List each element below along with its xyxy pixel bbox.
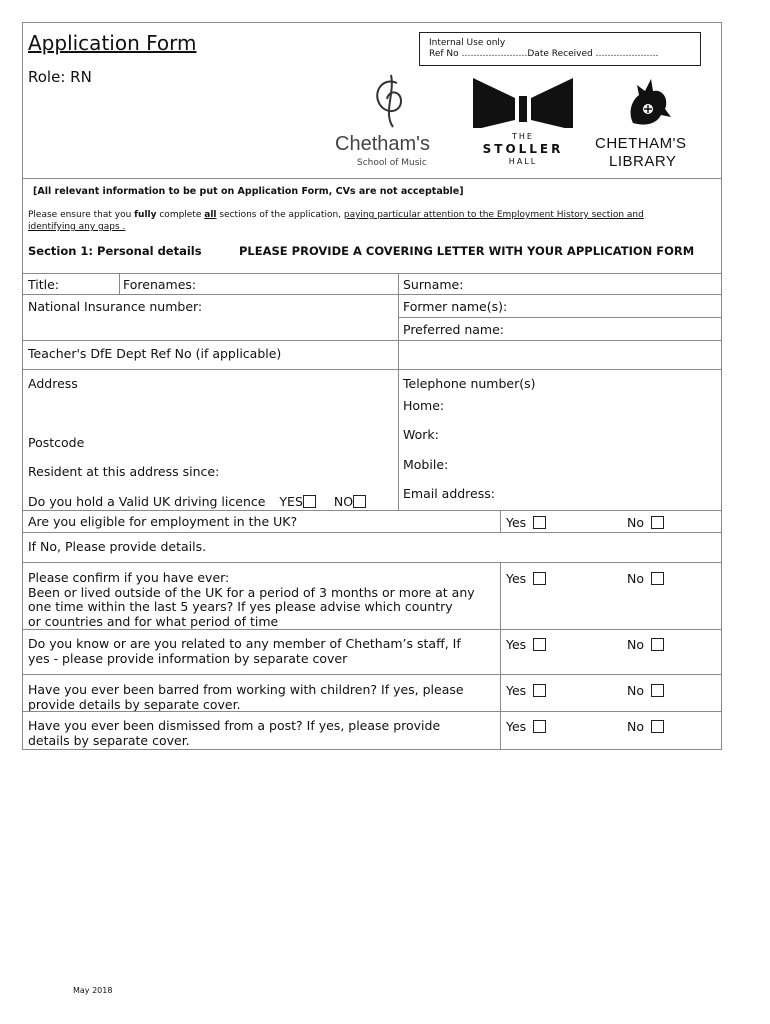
dismissed-line-1: Have you ever been dismissed from a post? If yes, please provide — [28, 718, 441, 733]
eligibility-question: Are you eligible for employment in the UK? — [28, 514, 298, 529]
telephone-label: Telephone number(s) — [403, 376, 536, 391]
national-insurance-field[interactable]: National Insurance number: — [28, 299, 203, 314]
barred-line-1: Have you ever been barred from working with children? If yes, please — [28, 682, 464, 697]
footer-date: May 2018 — [73, 986, 113, 995]
dismissed-row — [23, 711, 721, 749]
outside-uk-yes[interactable] — [506, 571, 546, 586]
treble-clef-icon — [335, 73, 455, 133]
cv-note: [All relevant information to be put on Application Form, CVs are not acceptable] — [33, 186, 464, 197]
work-phone-field[interactable]: Work: — [403, 427, 439, 442]
yes-label: Yes — [506, 515, 527, 530]
email-field[interactable]: Email address: — [403, 486, 495, 501]
no-label: No — [627, 637, 644, 652]
divider — [500, 630, 501, 674]
driving-no-checkbox[interactable] — [353, 495, 366, 508]
yes-label: Yes — [506, 683, 527, 698]
related-staff-no[interactable] — [627, 637, 664, 652]
yes-checkbox[interactable] — [533, 638, 546, 651]
driving-yes-label: YES — [279, 494, 303, 509]
eligibility-yes[interactable] — [506, 515, 546, 530]
dismissed-line-2: details by separate cover. — [28, 732, 190, 748]
if-no-row — [23, 532, 721, 562]
ensure-underlined-2: identifying any gaps . — [28, 222, 126, 232]
library-word-2: LIBRARY — [609, 153, 677, 170]
mobile-phone-field[interactable]: Mobile: — [403, 457, 449, 472]
resident-since-field[interactable]: Resident at this address since: — [28, 464, 220, 479]
former-names-field[interactable]: Former name(s): — [403, 299, 508, 314]
no-label: No — [627, 719, 644, 734]
no-label: No — [627, 515, 644, 530]
stoller-hall-logo — [473, 78, 573, 173]
no-label: No — [627, 683, 644, 698]
griffin-icon — [593, 73, 703, 133]
divider — [500, 675, 501, 711]
ensure-text-3: sections of the application, — [216, 210, 344, 220]
barred-no[interactable] — [627, 683, 664, 698]
ensure-text-2: complete — [156, 210, 205, 220]
preferred-name-field[interactable]: Preferred name: — [403, 322, 505, 337]
yes-label: Yes — [506, 637, 527, 652]
eligibility-row — [23, 510, 721, 532]
yes-checkbox[interactable] — [533, 572, 546, 585]
internal-use-label: Internal Use only — [429, 38, 506, 48]
outside-uk-no[interactable] — [627, 571, 664, 586]
driving-licence-label: Do you hold a Valid UK driving licence — [28, 494, 266, 509]
barred-yes[interactable] — [506, 683, 546, 698]
title-field[interactable]: Title: — [28, 277, 59, 292]
outside-uk-row — [23, 562, 721, 629]
dismissed-no[interactable] — [627, 719, 664, 734]
section-1-heading: Section 1: Personal details — [28, 244, 202, 258]
no-checkbox[interactable] — [651, 720, 664, 733]
instructions-block — [23, 178, 721, 273]
chethams-library-logo — [593, 73, 703, 173]
no-checkbox[interactable] — [651, 638, 664, 651]
chethams-school-logo — [335, 73, 455, 173]
dfe-row — [23, 340, 721, 369]
outside-uk-line-3: one time within the last 5 years? If yes please advise which country — [28, 599, 453, 614]
eligibility-no[interactable] — [627, 515, 664, 530]
no-checkbox[interactable] — [651, 572, 664, 585]
ensure-all: all — [204, 210, 217, 220]
yes-checkbox[interactable] — [533, 720, 546, 733]
divider — [500, 712, 501, 749]
driving-no-label: NO — [333, 494, 354, 509]
postcode-field[interactable]: Postcode — [28, 435, 85, 450]
driving-licence-question — [28, 495, 366, 510]
related-staff-line-2: yes - please provide information by separate cover — [28, 650, 348, 666]
divider — [398, 370, 399, 510]
divider — [500, 511, 501, 532]
home-phone-field[interactable]: Home: — [403, 398, 445, 413]
chethams-subtitle: School of Music — [357, 158, 427, 168]
ensure-fully: fully — [134, 210, 157, 220]
covering-letter-note: PLEASE PROVIDE A COVERING LETTER WITH YOUR APPLICATION FORM — [239, 244, 695, 258]
divider — [398, 317, 721, 318]
barred-line-2: provide details by separate cover. — [28, 696, 241, 712]
forenames-field[interactable]: Forenames: — [123, 277, 197, 292]
surname-field[interactable]: Surname: — [403, 277, 464, 292]
ref-no-line: Ref No ………………….Date Received ………………… — [429, 49, 659, 59]
barred-row — [23, 674, 721, 711]
outside-uk-line-2: Been or lived outside of the UK for a period of 3 months or more at any — [28, 584, 475, 600]
ni-row — [23, 294, 721, 340]
library-word-1: CHETHAM'S — [595, 135, 687, 152]
yes-checkbox[interactable] — [533, 684, 546, 697]
stoller-the: THE — [512, 132, 534, 141]
yes-label: Yes — [506, 571, 527, 586]
application-form-page — [22, 22, 722, 750]
yes-checkbox[interactable] — [533, 516, 546, 529]
dismissed-yes[interactable] — [506, 719, 546, 734]
no-checkbox[interactable] — [651, 516, 664, 529]
if-no-details-field[interactable]: If No, Please provide details. — [28, 539, 207, 554]
ensure-text-1: Please ensure that you — [28, 210, 135, 220]
dfe-ref-field[interactable]: Teacher's DfE Dept Ref No (if applicable) — [28, 346, 282, 361]
page-title: Application Form — [28, 31, 197, 55]
internal-use-box — [419, 32, 701, 66]
divider — [398, 341, 399, 369]
no-label: No — [627, 571, 644, 586]
name-row — [23, 273, 721, 294]
stoller-hall-word: HALL — [508, 157, 538, 166]
role-label: Role: RN — [28, 68, 92, 86]
form-header — [23, 23, 721, 178]
divider — [398, 274, 399, 294]
outside-uk-line-4: or countries and for what period of time — [28, 613, 279, 629]
address-row — [23, 369, 721, 510]
related-staff-yes[interactable] — [506, 637, 546, 652]
divider — [119, 274, 120, 294]
stoller-name: STOLLER — [482, 142, 564, 156]
chethams-wordmark: Chetham's — [335, 133, 430, 155]
divider — [500, 563, 501, 629]
related-staff-line-1: Do you know or are you related to any member of Chetham’s staff, If — [28, 636, 461, 651]
ensure-note — [28, 210, 644, 220]
no-checkbox[interactable] — [651, 684, 664, 697]
stoller-hall-emblem-icon — [473, 78, 573, 128]
related-staff-row — [23, 629, 721, 674]
ensure-underlined: paying particular attention to the Employment History section and — [343, 210, 644, 220]
yes-label: Yes — [506, 719, 527, 734]
driving-yes-checkbox[interactable] — [303, 495, 316, 508]
outside-uk-line-1: Please confirm if you have ever: — [28, 570, 230, 585]
address-field[interactable]: Address — [28, 376, 78, 391]
